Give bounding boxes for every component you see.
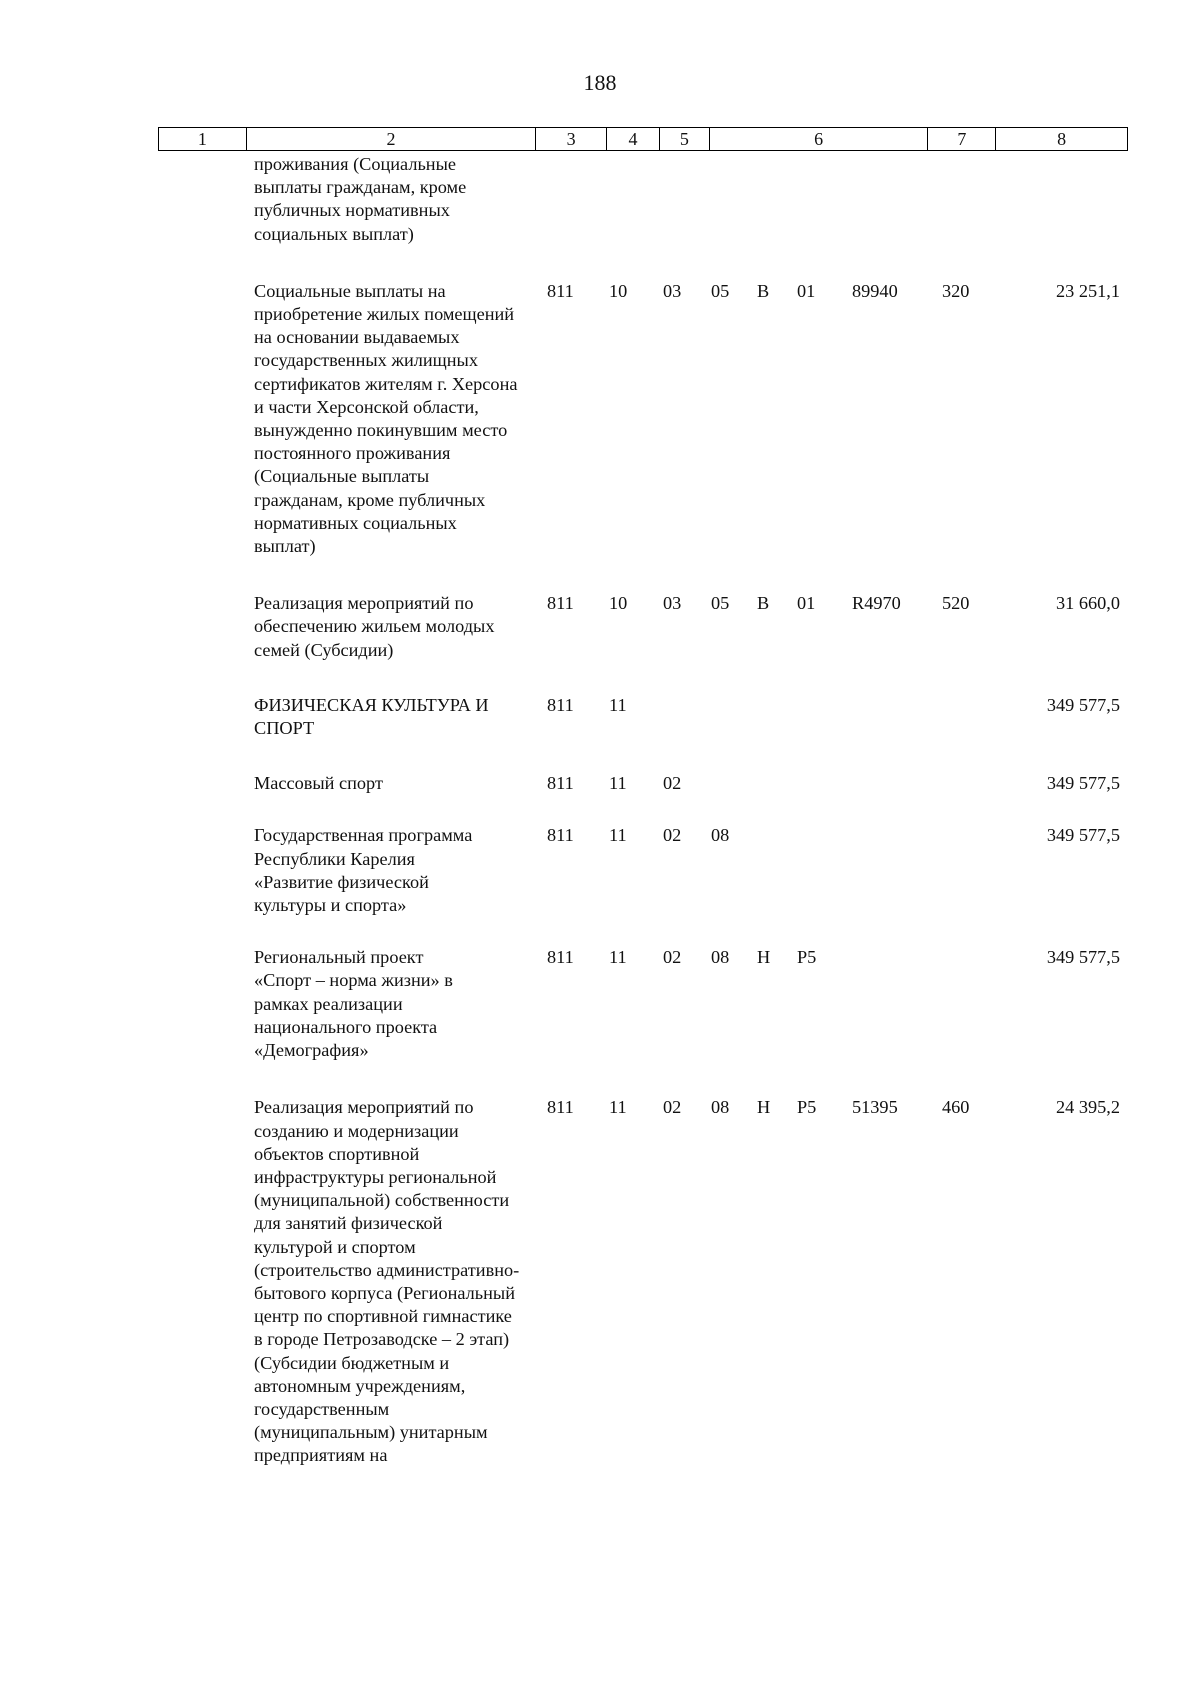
cell-c8: 349 577,5 xyxy=(1046,947,1120,968)
row-description: Региональный проект «Спорт – норма жизни» в рамках реализации национального проекта «Демография» xyxy=(254,947,453,1061)
cell-c7: 520 xyxy=(942,593,970,614)
cell-c4: 11 xyxy=(609,1097,627,1118)
header-cell: 5 xyxy=(660,128,710,150)
table-row xyxy=(0,694,1200,740)
cell-c3: 811 xyxy=(547,593,574,614)
page-number: 188 xyxy=(583,70,617,95)
cell-c5: 02 xyxy=(663,773,682,794)
cell-c3: 811 xyxy=(547,947,574,968)
cell-c6a: 05 xyxy=(711,280,730,301)
header-cell: 3 xyxy=(536,128,607,150)
cell-c4: 11 xyxy=(609,694,627,715)
cell-c7: 460 xyxy=(942,1097,970,1118)
row-description: Реализация мероприятий по созданию и модернизации объектов спортивной инфраструктуры региональной (муниципальной) собственности для занятий физической культурой и спортом (строительство административно-бытового корпуса (Региональный центр по спортивной гимнастике в городе Петрозаводске – 2 этап) (Субсидии бюджетным и автономным учреждениям, государственным (муниципальным) унитарным предприятиям на xyxy=(254,1097,520,1466)
cell-c3: 811 xyxy=(547,694,574,715)
cell-c8: 23 251,1 xyxy=(1056,280,1120,301)
cell-c6d: R4970 xyxy=(852,593,901,614)
cell-c3: 811 xyxy=(547,1097,574,1118)
cell-c5: 03 xyxy=(663,593,682,614)
header-cell: 4 xyxy=(607,128,660,150)
cell-c6c: 01 xyxy=(797,593,816,614)
cell-c6a: 08 xyxy=(711,947,730,968)
cell-c5: 02 xyxy=(663,947,682,968)
table-row xyxy=(0,824,1200,917)
header-cell: 1 xyxy=(159,128,247,150)
cell-c6a: 05 xyxy=(711,593,730,614)
cell-c3: 811 xyxy=(547,825,574,846)
cell-c4: 10 xyxy=(609,280,628,301)
table-row xyxy=(0,946,1200,1062)
cell-c6d: 89940 xyxy=(852,280,898,301)
row-description: проживания (Социальные выплаты гражданам, кроме публичных нормативных социальных выплат) xyxy=(254,154,467,244)
table-row xyxy=(0,280,1200,558)
table-body xyxy=(0,153,1200,1468)
cell-c6b: В xyxy=(757,280,770,301)
cell-c8: 31 660,0 xyxy=(1056,593,1120,614)
row-description: ФИЗИЧЕСКАЯ КУЛЬТУРА И СПОРТ xyxy=(254,694,489,739)
cell-c5: 02 xyxy=(663,825,682,846)
row-description: Социальные выплаты на приобретение жилых помещений на основании выдаваемых государственных жилищных сертификатов жителям г. Херсона и части Херсонской области, вынужденно покинувшим место постоянного проживания (Социальные выплаты гражданам, кроме публичных нормативных социальных выплат) xyxy=(254,280,518,557)
cell-c6b: Н xyxy=(757,947,771,968)
table-row xyxy=(0,1096,1200,1467)
cell-c8: 24 395,2 xyxy=(1056,1097,1120,1118)
header-cell: 2 xyxy=(247,128,536,150)
cell-c4: 11 xyxy=(609,825,627,846)
table-row xyxy=(0,592,1200,662)
header-cell: 8 xyxy=(1057,129,1067,149)
cell-c6c: Р5 xyxy=(797,947,817,968)
header-cell: 6 xyxy=(710,128,929,150)
cell-c3: 811 xyxy=(547,280,574,301)
cell-c6b: В xyxy=(757,593,770,614)
cell-c6c: 01 xyxy=(797,280,816,301)
table-row xyxy=(0,153,1200,246)
cell-c6b: Н xyxy=(757,1097,771,1118)
cell-c6d: 51395 xyxy=(852,1097,898,1118)
cell-c5: 02 xyxy=(663,1097,682,1118)
cell-c4: 11 xyxy=(609,773,627,794)
cell-c6a: 08 xyxy=(711,825,730,846)
cell-c4: 11 xyxy=(609,947,627,968)
table-header xyxy=(158,127,1128,151)
header-cell: 7 xyxy=(928,128,996,150)
cell-c3: 811 xyxy=(547,773,574,794)
cell-c8: 349 577,5 xyxy=(1046,773,1120,794)
cell-c5: 03 xyxy=(663,280,682,301)
table-row xyxy=(0,772,1200,795)
row-description: Государственная программа Республики Карелия «Развитие физической культуры и спорта» xyxy=(254,825,473,916)
cell-c4: 10 xyxy=(609,593,628,614)
cell-c8: 349 577,5 xyxy=(1046,825,1120,846)
cell-c7: 320 xyxy=(942,280,970,301)
cell-c6c: Р5 xyxy=(797,1097,817,1118)
cell-c8: 349 577,5 xyxy=(1046,694,1120,715)
row-description: Реализация мероприятий по обеспечению жильем молодых семей (Субсидии) xyxy=(254,593,495,660)
cell-c6a: 08 xyxy=(711,1097,730,1118)
row-description: Массовый спорт xyxy=(254,773,383,794)
